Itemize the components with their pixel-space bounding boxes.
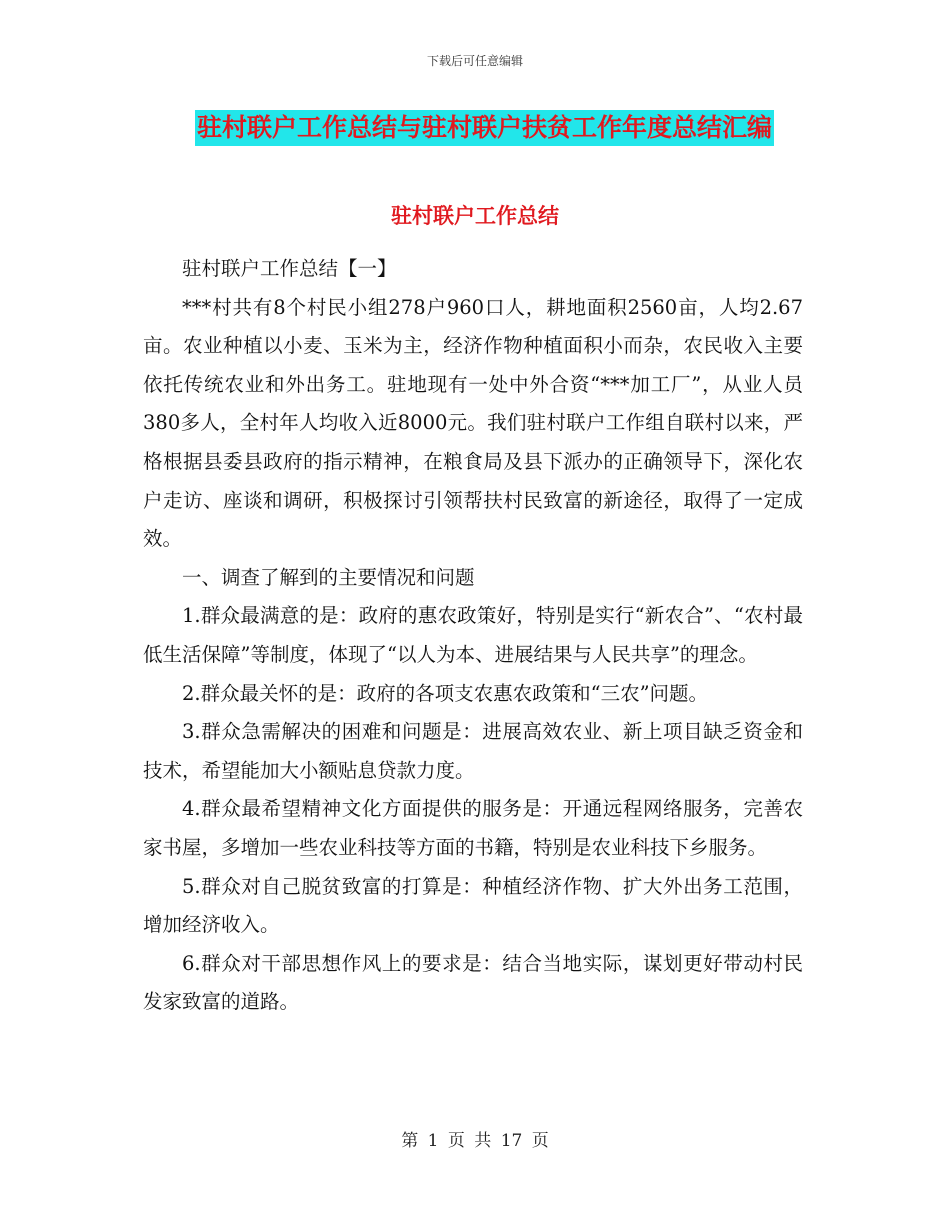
section-title: 驻村联户工作总结 (391, 204, 559, 228)
list-item: 2.群众最关怀的是：政府的各项支农惠农政策和“三农”问题。 (182, 681, 709, 705)
paragraph-heading: 驻村联户工作总结【一】 (182, 257, 397, 280)
list-item: 5.群众对自己脱贫致富的打算是：种植经济作物、扩大外出务工范围，增加经济收入。 (143, 874, 803, 937)
list-item: 3.群众急需解决的困难和问题是：进展高效农业、新上项目缺乏资金和技术，希望能加大小额贴息贷款力度。 (143, 720, 803, 782)
list-item: 1.群众最满意的是：政府的惠农政策好，特别是实行“新农合”、“农村最低生活保障”等制度，体现了“以人为本、进展结果与人民共享”的理念。 (143, 604, 803, 666)
list-item: 6.群众对干部思想作风上的要求是：结合当地实际，谋划更好带动村民发家致富的道路。 (143, 951, 803, 1014)
list-item: 4.群众最希望精神文化方面提供的服务是：开通远程网络服务，完善农家书屋，多增加一些农业科技等方面的书籍，特别是农业科技下乡服务。 (143, 797, 803, 859)
document-title: 驻村联户工作总结与驻村联户扶贫工作年度总结汇编 (195, 110, 774, 146)
paragraph: ***村共有8个村民小组278户960口人，耕地面积2560亩，人均2.67亩。农业种植以小麦、玉米为主，经济作物种植面积小而杂，农民收入主要依托传统农业和外出务工。驻地现有一处中外合资“***加工厂”，从业人员380多人，全村年人均收入近8000元。我们驻村联户工作组自联村以来，严格根据县委县政府的指示精神，在粮食局及县下派办的正确领导下，深化农户走访、座谈和调研，积极探讨引领帮扶村民致富的新途径，取得了一定成效。 (143, 295, 803, 551)
paragraph-heading: 一、调查了解到的主要情况和问题 (182, 565, 475, 589)
document-body (143, 250, 803, 1022)
page-number: 第 1 页 共 17 页 (401, 1131, 549, 1151)
header-note: 下载后可任意编辑 (426, 54, 523, 68)
